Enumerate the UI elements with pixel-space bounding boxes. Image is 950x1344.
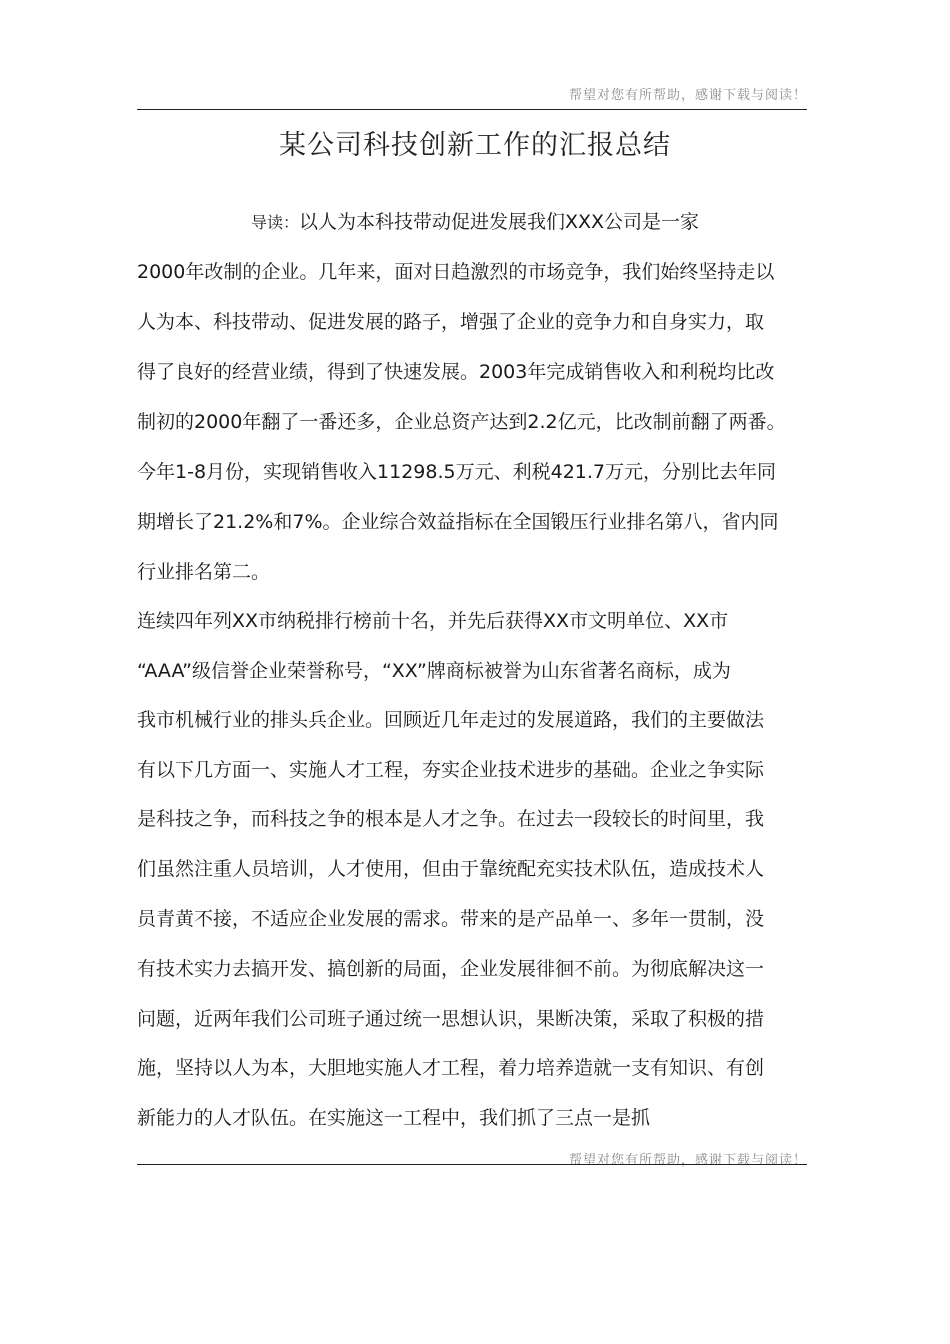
paragraph-line: 有技术实力去搞开发、搞创新的局面，企业发展徘徊不前。为彻底解决这一	[137, 958, 765, 980]
paragraph-line: 人为本、科技带动、促进发展的路子，增强了企业的竞争力和自身实力，取	[137, 311, 765, 333]
paragraph-line: 行业排名第二。	[137, 561, 271, 583]
lead-text: 以人为本科技带动促进发展我们XXX公司是一家	[298, 211, 700, 233]
paragraph-line: 我市机械行业的排头兵企业。回顾近几年走过的发展道路，我们的主要做法	[137, 709, 765, 731]
footer-note: 帮望对您有所帮助，感谢下载与阅读！	[568, 1153, 807, 1168]
paragraph-line: 制初的2000年翻了一番还多，企业总资产达到2.2亿元，比改制前翻了两番。	[137, 411, 786, 433]
paragraph-line: 问题，近两年我们公司班子通过统一思想认识，果断决策，采取了积极的措	[137, 1008, 765, 1030]
paragraph-line: 员青黄不接，不适应企业发展的需求。带来的是产品单一、多年一贯制，没	[137, 908, 765, 930]
paragraph-line: 们虽然注重人员培训，人才使用，但由于靠统配充实技术队伍，造成技术人	[137, 858, 765, 880]
paragraph-line: 新能力的人才队伍。在实施这一工程中，我们抓了三点一是抓	[137, 1107, 651, 1129]
header-note: 帮望对您有所帮助，感谢下载与阅读！	[568, 88, 807, 103]
paragraph-line: “AAA”级信誉企业荣誉称号，“XX”牌商标被誉为山东省著名商标，成为	[137, 660, 731, 682]
paragraph-line: 是科技之争，而科技之争的根本是人才之争。在过去一段较长的时间里，我	[137, 808, 765, 830]
paragraph-line: 施，坚持以人为本，大胆地实施人才工程，着力培养造就一支有知识、有创	[137, 1057, 765, 1079]
lead-line	[137, 207, 813, 238]
paragraph-line: 有以下几方面一、实施人才工程，夯实企业技术进步的基础。企业之争实际	[137, 759, 765, 781]
lead-label: 导读：	[250, 213, 299, 232]
paragraph-line: 期增长了21.2%和7%。企业综合效益指标在全国锻压行业排名第八，省内同	[137, 511, 779, 533]
footer-divider	[137, 1164, 807, 1165]
paragraph-line: 得了良好的经营业绩，得到了快速发展。2003年完成销售收入和利税均比改	[137, 361, 775, 383]
paragraph-line: 今年1-8月份，实现销售收入11298.5万元、利税421.7万元，分别比去年同	[137, 461, 776, 483]
paragraph-line: 2000年改制的企业。几年来，面对日趋激烈的市场竞争，我们始终坚持走以	[137, 261, 775, 283]
paragraph-line: 连续四年列XX市纳税排行榜前十名，并先后获得XX市文明单位、XX市	[137, 610, 729, 632]
header-divider	[137, 109, 807, 110]
document-title: 某公司科技创新工作的汇报总结	[279, 130, 671, 161]
